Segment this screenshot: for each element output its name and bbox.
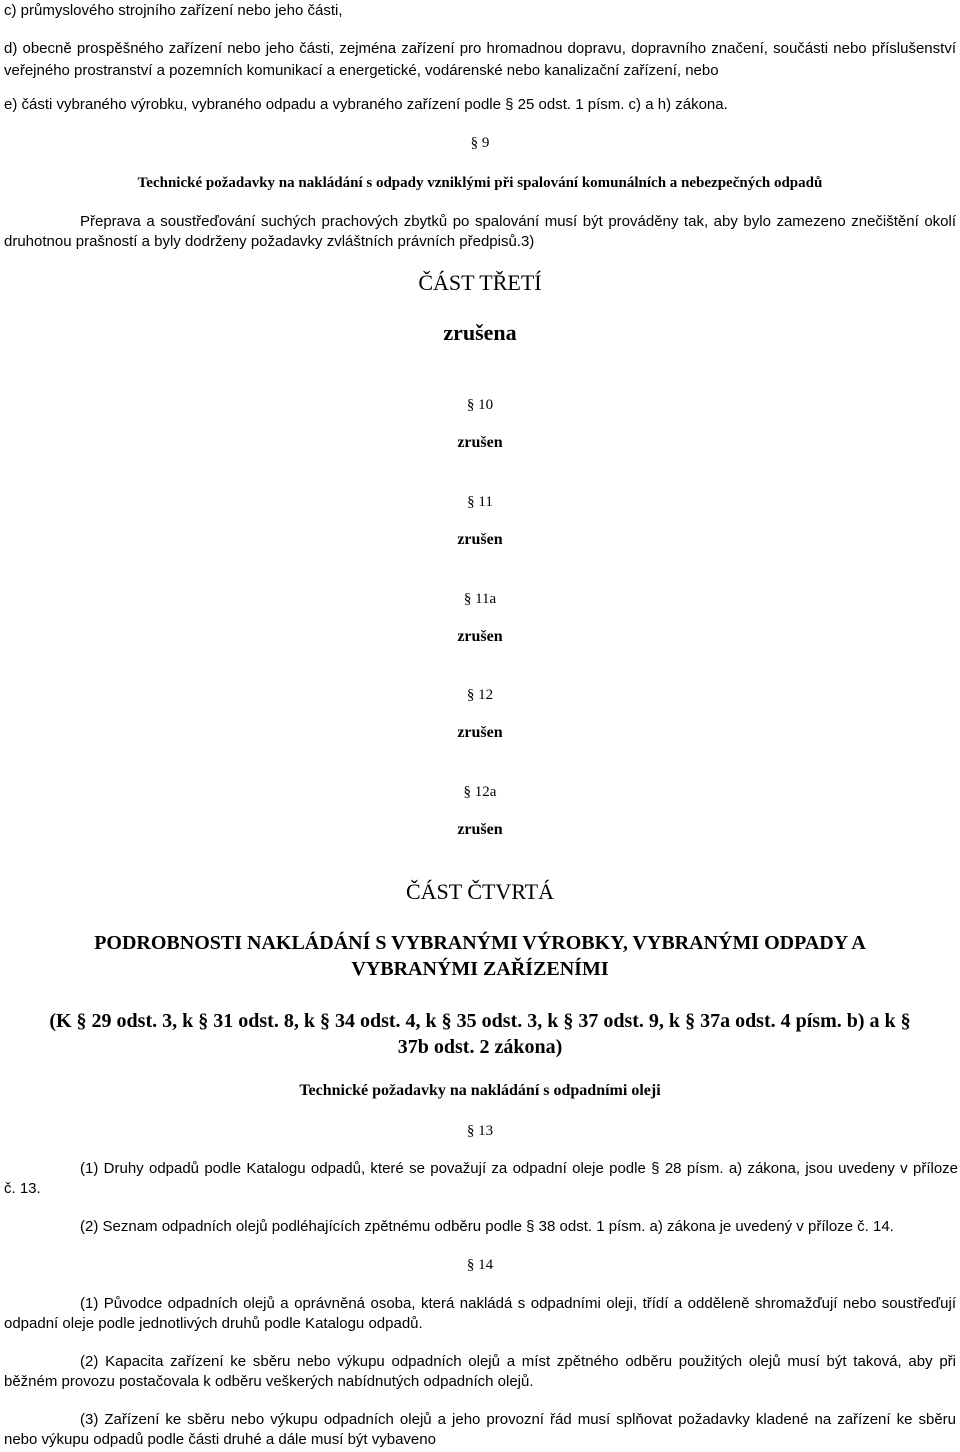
paragraph-sign-icon: §	[463, 784, 472, 800]
section-number: 10	[478, 397, 494, 413]
paragraph-sign-icon: §	[526, 1218, 535, 1235]
item-e-text-post: 25 odst. 1 písm. c) a h) zákona.	[517, 96, 728, 113]
paragraph-sign-icon: §	[319, 1010, 330, 1032]
section-14-p1: (1) Původce odpadních olejů a oprávněná osoba, která nakládá s odpadními oleji, třídí a odděleně shromažďují nebo soustřeďují odpadní oleje podle jednotlivých druhů podle Katalogu odpadů.	[4, 1295, 956, 1332]
paragraph-sign-icon: §	[466, 687, 475, 703]
part-4-title-line2: VYBRANÝMI ZAŘÍZENÍMI	[351, 958, 609, 980]
section-13-p2	[80, 1218, 958, 1236]
paragraph-sign-icon: §	[467, 494, 475, 510]
ref-part: 29 odst. 3, k	[91, 1010, 194, 1032]
section-13-p1-line1	[80, 1160, 958, 1178]
ref-part: (K	[49, 1010, 72, 1032]
paragraph-sign-icon: §	[198, 1010, 209, 1032]
section-number: 9	[481, 135, 490, 151]
section-13-p1-line2: č. 13.	[4, 1180, 41, 1197]
section-13-p1-pre: (1) Druhy odpadů podle Katalogu odpadů, které se považují za odpadní oleje podle	[80, 1160, 646, 1177]
section-11a-status: zrušen	[457, 628, 503, 645]
paragraph-sign-icon: §	[470, 135, 479, 151]
section-9-heading	[0, 134, 960, 152]
section-number: 11a	[475, 591, 497, 607]
section-13-p2-pre: (2) Seznam odpadních olejů podléhajících zpětnému odběru podle	[80, 1218, 522, 1235]
part-3-status: zrušena	[443, 320, 517, 345]
section-12-status: zrušen	[457, 724, 503, 741]
section-9-text: Přeprava a soustřeďování suchých prachových zbytků po spalování musí být prováděny tak, aby bylo zamezeno znečištění okolí druhotnou prašností a byly dodrženy požadavky zvláštních právních předpisů.3)	[4, 213, 956, 250]
paragraph-sign-icon: §	[76, 1010, 87, 1032]
section-13-p1-post: 28 písm. a) zákona, jsou uvedeny v příloze	[664, 1160, 959, 1177]
section-11a-heading	[0, 590, 960, 608]
item-e-text-pre: e) části vybraného výrobku, vybraného odpadu a vybraného zařízení podle	[4, 96, 501, 113]
part-4-heading: ČÁST ČTVRTÁ	[405, 879, 555, 904]
section-14-heading	[0, 1256, 960, 1274]
section-12a-heading	[0, 783, 960, 801]
paragraph-sign-icon: §	[441, 1010, 452, 1032]
section-number: 12a	[474, 784, 497, 800]
section-9-title: Technické požadavky na nakládání s odpady vzniklými při spalování komunálních a nebezpečných odpadů	[137, 175, 823, 191]
ref-part: 31 odst. 8, k	[213, 1010, 315, 1032]
part-3-heading: ČÁST TŘETÍ	[418, 270, 542, 295]
paragraph-sign-icon: §	[466, 1257, 475, 1273]
section-13-heading	[0, 1122, 960, 1140]
section-11-status: zrušen	[457, 531, 503, 548]
section-13-p2-post: 38 odst. 1 písm. a) zákona je uvedený v příloze č. 14.	[538, 1218, 894, 1235]
section-number: 11	[478, 494, 493, 510]
paragraph-sign-icon: §	[900, 1010, 911, 1032]
ref-part: 34 odst. 4, k	[334, 1010, 437, 1032]
paragraph-sign-icon: §	[651, 1160, 660, 1177]
ref-part: 35 odst. 3, k	[456, 1010, 559, 1032]
section-10-heading	[0, 396, 960, 414]
ref-part: 37a odst. 4 písm. b) a k	[700, 1010, 896, 1032]
part-4-references	[0, 1008, 960, 1034]
section-12-heading	[0, 686, 960, 704]
part-4-references-line2: 37b odst. 2 zákona)	[397, 1036, 563, 1058]
item-d: d) obecně prospěšného zařízení nebo jeho části, zejména zařízení pro hromadnou dopravu, dopravního značení, součásti nebo příslušenství veřejného prostranství a pozemních komunikací a energetické, vodárenské nebo kanalizační zařízení, nebo	[4, 40, 956, 79]
item-c: c) průmyslového strojního zařízení nebo jeho části,	[4, 2, 343, 19]
part-4-title-line1: PODROBNOSTI NAKLÁDÁNÍ S VYBRANÝMI VÝROBKY, VYBRANÝMI ODPADY A	[94, 932, 866, 954]
part-4-subtitle: Technické požadavky na nakládání s odpadními oleji	[299, 1082, 661, 1099]
section-11-heading	[0, 493, 960, 511]
section-14-p2: (2) Kapacita zařízení ke sběru nebo výkupu odpadních olejů a míst zpětného odběru použitých olejů musí být taková, aby při běžném provozu postačovala k odběru veškerých nabídnutých odpadních olejů.	[4, 1353, 956, 1390]
section-10-status: zrušen	[457, 434, 503, 451]
section-12a-status: zrušen	[457, 821, 503, 838]
section-number: 13	[478, 1123, 494, 1139]
section-14-p3: (3) Zařízení ke sběru nebo výkupu odpadních olejů a jeho provozní řád musí splňovat požadavky kladené na zařízení ke sběru nebo výkupu odpadů podle části druhé a dále musí být vybaveno	[4, 1411, 956, 1448]
item-e	[4, 96, 954, 114]
paragraph-sign-icon: §	[463, 591, 472, 607]
section-number: 14	[478, 1257, 494, 1273]
paragraph-sign-icon: §	[466, 1123, 475, 1139]
paragraph-sign-icon: §	[563, 1010, 574, 1032]
ref-part: 37 odst. 9, k	[578, 1010, 681, 1032]
section-number: 12	[478, 687, 494, 703]
paragraph-sign-icon: §	[505, 96, 514, 113]
paragraph-sign-icon: §	[466, 397, 475, 413]
paragraph-sign-icon: §	[685, 1010, 696, 1032]
